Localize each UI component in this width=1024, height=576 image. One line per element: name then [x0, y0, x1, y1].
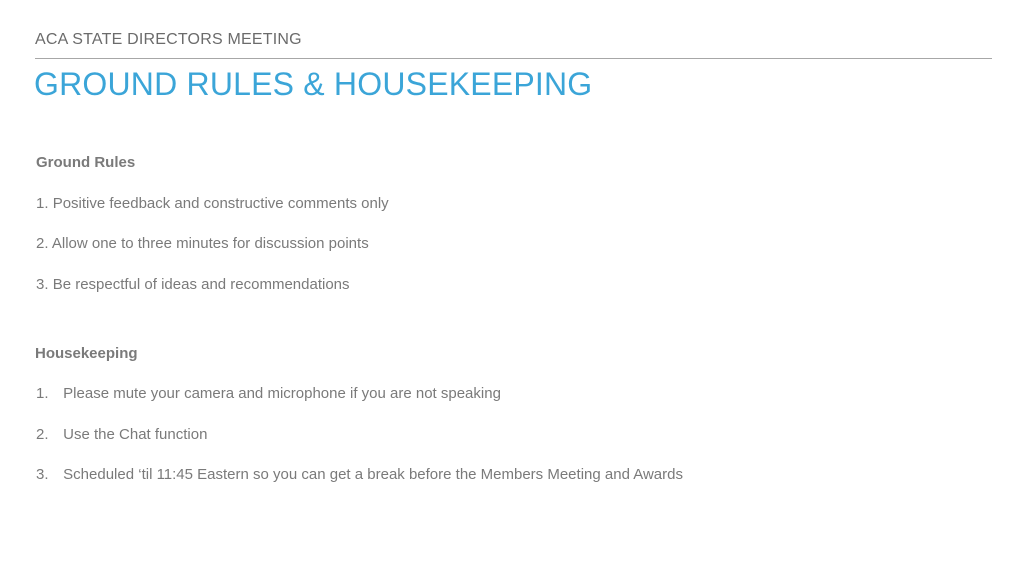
ground-rule-number: 2.	[36, 235, 49, 252]
housekeeping-number: 1.	[36, 385, 49, 402]
housekeeping-text: Scheduled ‘til 11:45 Eastern so you can get a break before the Members Meeting and Awards	[63, 466, 683, 483]
ground-rule-number: 3.	[36, 276, 49, 293]
housekeeping-number: 2.	[36, 426, 49, 443]
housekeeping-heading: Housekeeping	[35, 345, 138, 362]
housekeeping-item	[36, 466, 683, 483]
ground-rule-number: 1.	[36, 195, 49, 212]
ground-rule-text: Allow one to three minutes for discussion points	[51, 235, 369, 252]
housekeeping-item	[36, 385, 501, 402]
header-divider	[35, 58, 992, 59]
ground-rule-text: Be respectful of ideas and recommendations	[52, 276, 350, 293]
housekeeping-text: Please mute your camera and microphone if you are not speaking	[63, 385, 501, 402]
housekeeping-number: 3.	[36, 466, 49, 483]
ground-rule-item	[36, 235, 369, 252]
ground-rule-item	[36, 276, 350, 293]
ground-rule-item	[36, 195, 389, 212]
housekeeping-item	[36, 426, 207, 443]
ground-rules-heading: Ground Rules	[36, 154, 136, 171]
housekeeping-text: Use the Chat function	[63, 426, 208, 443]
ground-rule-text: Positive feedback and constructive comments only	[52, 195, 389, 212]
slide-title: GROUND RULES & HOUSEKEEPING	[34, 66, 593, 102]
meeting-kicker: ACA STATE DIRECTORS MEETING	[35, 31, 302, 48]
